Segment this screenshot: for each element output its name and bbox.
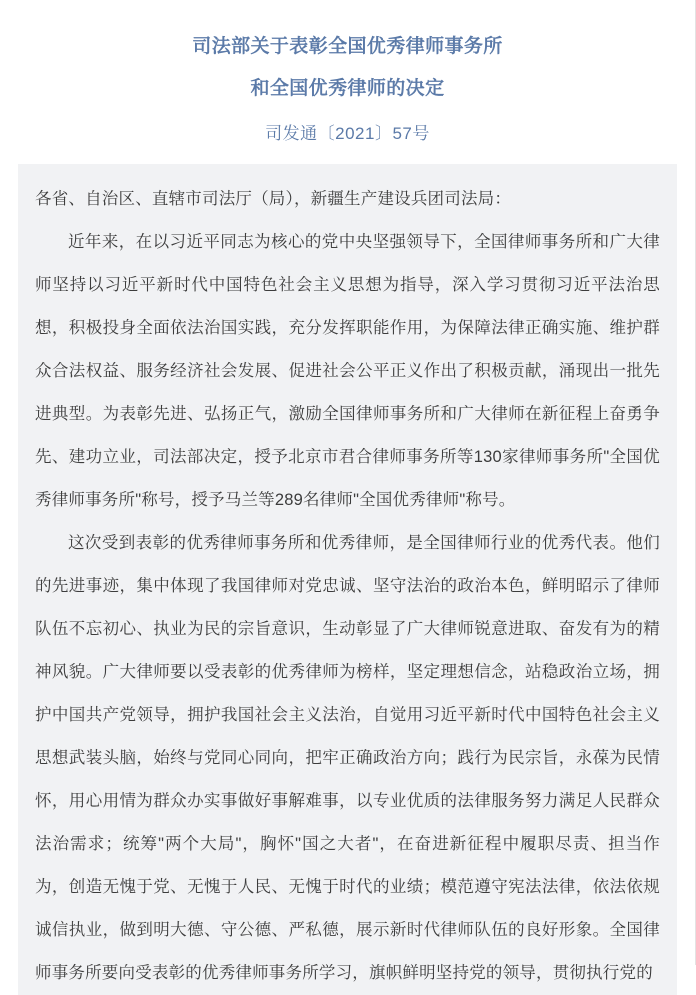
document-body-panel: [18, 164, 677, 995]
document-title-line-2: 和全国优秀律师的决定: [250, 78, 445, 99]
document-number: 司发通〔2021〕57号: [265, 124, 430, 143]
document-salutation: 各省、自治区、直辖市司法厅（局），新疆生产建设兵团司法局：: [35, 190, 512, 208]
document-paragraph-1: 近年来，在以习近平同志为核心的党中央坚强领导下，全国律师事务所和广大律师坚持以习近平新时代中国特色社会主义思想为指导，深入学习贯彻习近平法治思想，积极投身全面依法治国实践，充分发挥职能作用，为保障法律正确实施、维护群众合法权益、服务经济社会发展、促进社会公平正义作出了积极贡献，涌现出一批先进典型。为表彰先进、弘扬正气，激励全国律师事务所和广大律师在新征程上奋勇争先、建功立业，司法部决定，授予北京市君合律师事务所等130家律师事务所"全国优秀律师事务所"称号，授予马兰等289名律师"全国优秀律师"称号。: [35, 233, 660, 509]
document-title-line-1: 司法部关于表彰全国优秀律师事务所: [192, 36, 503, 57]
document-paragraph-2: 这次受到表彰的优秀律师事务所和优秀律师，是全国律师行业的优秀代表。他们的先进事迹，集中体现了我国律师对党忠诚、坚守法治的政治本色，鲜明昭示了律师队伍不忘初心、执业为民的宗旨意识，生动彰显了广大律师锐意进取、奋发有为的精神风貌。广大律师要以受表彰的优秀律师为榜样，坚定理想信念，站稳政治立场，拥护中国共产党领导，拥护我国社会主义法治，自觉用习近平新时代中国特色社会主义思想武装头脑，始终与党同心同向，把牢正确政治方向；践行为民宗旨，永葆为民情怀，用心用情为群众办实事做好事解难事，以专业优质的法律服务努力满足人民群众法治需求；统筹"两个大局"，胸怀"国之大者"，在奋进新征程中履职尽责、担当作为，创造无愧于党、无愧于人民、无愧于时代的业绩；模范遵守宪法法律，依法依规诚信执业，做到明大德、守公德、严私德，展示新时代律师队伍的良好形象。全国律师事务所要向受表彰的优秀律师事务所学习，旗帜鲜明坚持党的领导，贯彻执行党的: [35, 534, 660, 982]
document-header: [0, 0, 695, 154]
